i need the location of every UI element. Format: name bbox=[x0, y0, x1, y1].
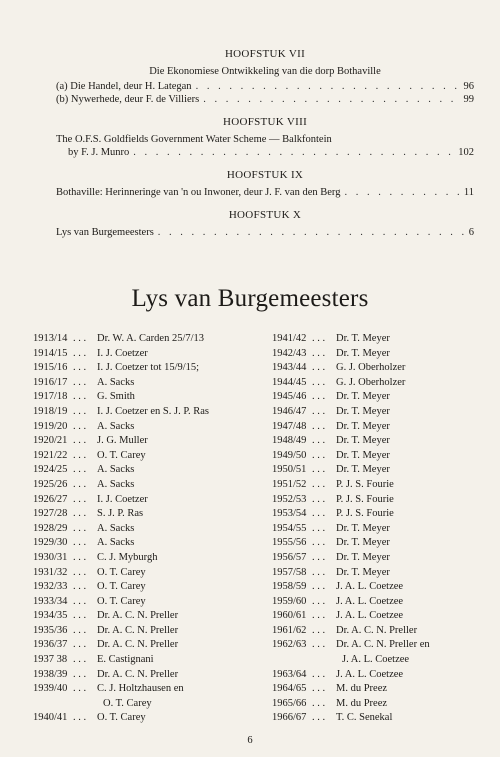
mayor-list-row bbox=[33, 711, 263, 726]
term-years: 1945/46 bbox=[272, 391, 307, 403]
row-separator: . . . bbox=[312, 464, 326, 476]
term-years: 1926/27 bbox=[33, 493, 68, 505]
dot-leader bbox=[196, 80, 460, 93]
row-separator: . . . bbox=[312, 333, 326, 344]
mayor-name: J. A. L. Coetzee bbox=[336, 668, 404, 680]
toc-chapter-9 bbox=[56, 169, 474, 199]
term-years: 1940/41 bbox=[33, 712, 68, 724]
row-separator: . . . bbox=[73, 712, 87, 724]
toc-entry-title: (b) Nywerhede, deur F. de Villiers bbox=[56, 94, 200, 105]
term-years: 1954/55 bbox=[272, 522, 307, 534]
row-separator: . . . bbox=[312, 435, 326, 447]
toc-chapter-10 bbox=[56, 209, 474, 239]
mayor-list-row bbox=[33, 653, 263, 668]
term-years: 1933/34 bbox=[33, 595, 68, 607]
row-separator: . . . bbox=[73, 333, 87, 344]
row-separator: . . . bbox=[73, 566, 87, 578]
mayor-list-row bbox=[33, 522, 263, 537]
term-years: 1959/60 bbox=[272, 595, 307, 607]
term-years: 1931/32 bbox=[33, 566, 68, 578]
term-years: 1913/14 bbox=[33, 333, 68, 344]
mayor-name: Dr. W. A. Carden 25/7/13 bbox=[97, 333, 205, 344]
row-separator: . . . bbox=[73, 347, 87, 359]
toc-entry bbox=[56, 93, 474, 106]
term-years: 1914/15 bbox=[33, 347, 68, 359]
mayor-list-right-column bbox=[272, 332, 492, 726]
mayor-name: Dr. T. Meyer bbox=[336, 420, 390, 432]
term-years: 1936/37 bbox=[33, 639, 68, 651]
dot-leader bbox=[158, 226, 465, 239]
mayor-list-row bbox=[33, 536, 263, 551]
row-separator: . . . bbox=[73, 508, 87, 520]
toc-entry-page: 99 bbox=[463, 94, 474, 105]
mayor-name: O. T. Carey bbox=[97, 712, 146, 724]
row-separator: . . . bbox=[312, 420, 326, 432]
chapter-heading: HOOFSTUK VII bbox=[224, 48, 306, 60]
term-years: 1928/29 bbox=[33, 522, 68, 534]
row-separator: . . . bbox=[312, 391, 326, 403]
mayor-name: O. T. Carey bbox=[103, 697, 152, 709]
row-separator: . . . bbox=[312, 376, 326, 388]
term-years: 1916/17 bbox=[33, 376, 68, 388]
term-years: 1929/30 bbox=[33, 537, 68, 549]
row-separator: . . . bbox=[73, 435, 87, 447]
row-separator: . . . bbox=[312, 639, 326, 651]
row-separator: . . . bbox=[73, 420, 87, 432]
mayor-name: G. Smith bbox=[97, 391, 135, 403]
mayor-name: Dr. T. Meyer bbox=[336, 435, 390, 447]
row-separator: . . . bbox=[73, 581, 87, 593]
mayor-list-row bbox=[272, 376, 492, 391]
mayor-list-row bbox=[272, 332, 492, 347]
mayor-list-row bbox=[33, 449, 263, 464]
term-years: 1955/56 bbox=[272, 537, 307, 549]
mayor-name: O. T. Carey bbox=[97, 449, 146, 461]
mayor-list-row bbox=[33, 507, 263, 522]
toc-entry-title: (a) Die Handel, deur H. Lategan bbox=[56, 81, 192, 92]
row-separator: . . . bbox=[73, 464, 87, 476]
mayor-list-row bbox=[33, 390, 263, 405]
toc-entry-page: 11 bbox=[463, 187, 474, 198]
mayor-name: A. Sacks bbox=[97, 478, 135, 490]
toc-entry bbox=[56, 226, 474, 239]
term-years: 1921/22 bbox=[33, 449, 68, 461]
row-separator: . . . bbox=[73, 624, 87, 636]
mayor-list-row bbox=[272, 434, 492, 449]
dot-leader bbox=[344, 186, 459, 199]
term-years: 1925/26 bbox=[33, 478, 68, 490]
term-years: 1920/21 bbox=[33, 435, 68, 447]
row-separator: . . . bbox=[312, 595, 326, 607]
row-separator: . . . bbox=[73, 391, 87, 403]
mayor-name: P. J. S. Fourie bbox=[336, 478, 394, 490]
mayor-name: Dr. T. Meyer bbox=[336, 347, 390, 359]
mayor-name: Dr. T. Meyer bbox=[336, 333, 390, 344]
mayor-list-row bbox=[272, 566, 492, 581]
chapter-heading: HOOFSTUK IX bbox=[226, 169, 304, 181]
mayor-list-row bbox=[33, 347, 263, 362]
term-years: 1962/63 bbox=[272, 639, 307, 651]
mayor-name: Dr. T. Meyer bbox=[336, 464, 390, 476]
row-separator: . . . bbox=[73, 668, 87, 680]
term-years: 1951/52 bbox=[272, 478, 307, 490]
mayor-list-row bbox=[272, 595, 492, 610]
dot-leader bbox=[203, 93, 459, 106]
mayor-name: O. T. Carey bbox=[97, 581, 146, 593]
mayor-list-row bbox=[33, 463, 263, 478]
mayor-list-row bbox=[272, 697, 492, 712]
mayor-list-row bbox=[272, 609, 492, 624]
mayor-list-row bbox=[33, 376, 263, 391]
row-separator: . . . bbox=[73, 522, 87, 534]
mayor-name: Dr. T. Meyer bbox=[336, 405, 390, 417]
mayor-name: Dr. T. Meyer bbox=[336, 391, 390, 403]
row-separator: . . . bbox=[73, 405, 87, 417]
chapter-heading: HOOFSTUK VIII bbox=[222, 116, 308, 128]
term-years: 1953/54 bbox=[272, 508, 307, 520]
row-separator: . . . bbox=[312, 581, 326, 593]
mayor-name: A. Sacks bbox=[97, 537, 135, 549]
row-separator: . . . bbox=[312, 566, 326, 578]
mayor-list-row bbox=[33, 638, 263, 653]
mayor-list-row bbox=[272, 653, 492, 668]
mayor-name: C. J. Holtzhausen en bbox=[97, 683, 184, 695]
term-years: 1937 38 bbox=[33, 654, 68, 666]
term-years: 1941/42 bbox=[272, 333, 307, 344]
mayor-list-row bbox=[272, 551, 492, 566]
row-separator: . . . bbox=[312, 362, 326, 374]
mayor-name: Dr. T. Meyer bbox=[336, 566, 390, 578]
term-years: 1958/59 bbox=[272, 581, 307, 593]
term-years: 1963/64 bbox=[272, 668, 307, 680]
row-separator: . . . bbox=[73, 654, 87, 666]
term-years: 1930/31 bbox=[33, 551, 68, 563]
row-separator: . . . bbox=[73, 683, 87, 695]
row-separator: . . . bbox=[73, 610, 87, 622]
mayor-list-row bbox=[272, 522, 492, 537]
mayor-list-row bbox=[33, 405, 263, 420]
mayor-list-row bbox=[272, 361, 492, 376]
mayor-list-row bbox=[33, 609, 263, 624]
toc-entry bbox=[56, 186, 474, 199]
term-years: 1964/65 bbox=[272, 683, 307, 695]
mayor-name: C. J. Myburgh bbox=[97, 551, 158, 563]
mayor-name: Dr. T. Meyer bbox=[336, 537, 390, 549]
mayor-list-row bbox=[33, 595, 263, 610]
mayor-name: E. Castignani bbox=[97, 654, 154, 666]
mayor-name: J. A. L. Coetzee bbox=[336, 581, 404, 593]
mayor-list-row bbox=[272, 682, 492, 697]
section-title: Lys van Burgemeesters bbox=[131, 285, 369, 312]
mayor-name: A. Sacks bbox=[97, 420, 135, 432]
term-years: 1918/19 bbox=[33, 405, 68, 417]
term-years: 1947/48 bbox=[272, 420, 307, 432]
page-number: 6 bbox=[247, 735, 253, 746]
term-years: 1943/44 bbox=[272, 362, 307, 374]
mayor-name: Dr. A. C. N. Preller bbox=[97, 610, 179, 622]
mayor-list-row bbox=[272, 420, 492, 435]
mayor-name: I. J. Coetzer bbox=[97, 347, 148, 359]
mayor-list-row bbox=[33, 551, 263, 566]
mayor-list-row bbox=[33, 332, 263, 347]
mayor-name: M. du Preez bbox=[336, 697, 388, 709]
mayor-name: Dr. T. Meyer bbox=[336, 551, 390, 563]
row-separator: . . . bbox=[73, 595, 87, 607]
chapter-subtitle: Die Ekonomiese Ontwikkeling van die dorp Bothaville bbox=[149, 66, 381, 77]
mayor-list-row bbox=[33, 682, 263, 697]
toc-entry-title: Lys van Burgemeesters bbox=[56, 227, 154, 238]
row-separator: . . . bbox=[312, 449, 326, 461]
row-separator: . . . bbox=[312, 537, 326, 549]
mayor-list-row bbox=[33, 668, 263, 683]
mayor-list-row bbox=[272, 580, 492, 595]
row-separator: . . . bbox=[312, 712, 326, 724]
row-separator: . . . bbox=[73, 376, 87, 388]
mayor-name: Dr. T. Meyer bbox=[336, 522, 390, 534]
term-years: 1946/47 bbox=[272, 405, 307, 417]
row-separator: . . . bbox=[73, 551, 87, 563]
mayor-list-row bbox=[272, 668, 492, 683]
mayor-name: G. J. Oberholzer bbox=[336, 376, 406, 388]
toc-entry-title: The O.F.S. Goldfields Government Water Scheme — Balkfontein bbox=[56, 134, 332, 145]
term-years: 1948/49 bbox=[272, 435, 307, 447]
term-years: 1942/43 bbox=[272, 347, 307, 359]
term-years: 1956/57 bbox=[272, 551, 307, 563]
dot-leader bbox=[133, 146, 454, 159]
mayor-list-row bbox=[272, 390, 492, 405]
term-years: 1965/66 bbox=[272, 697, 307, 709]
term-years: 1917/18 bbox=[33, 391, 68, 403]
mayor-list-row bbox=[33, 697, 263, 712]
row-separator: . . . bbox=[312, 683, 326, 695]
mayor-list-row bbox=[33, 361, 263, 376]
term-years: 1944/45 bbox=[272, 376, 307, 388]
toc-entry-page: 96 bbox=[463, 81, 474, 92]
term-years: 1961/62 bbox=[272, 624, 307, 636]
term-years: 1949/50 bbox=[272, 449, 307, 461]
toc-entry bbox=[56, 80, 474, 93]
mayor-list-row bbox=[33, 478, 263, 493]
row-separator: . . . bbox=[73, 478, 87, 490]
mayor-name: O. T. Carey bbox=[97, 595, 146, 607]
toc-entry-page: 6 bbox=[468, 227, 474, 238]
mayor-name: P. J. S. Fourie bbox=[336, 508, 394, 520]
term-years: 1952/53 bbox=[272, 493, 307, 505]
mayor-name: P. J. S. Fourie bbox=[336, 493, 394, 505]
mayor-list-row bbox=[272, 405, 492, 420]
mayor-name: A. Sacks bbox=[97, 522, 135, 534]
mayor-list-row bbox=[272, 347, 492, 362]
toc-entry-page: 102 bbox=[458, 147, 474, 158]
term-years: 1938/39 bbox=[33, 668, 68, 680]
mayor-name: Dr. T. Meyer bbox=[336, 449, 390, 461]
mayor-name: A. Sacks bbox=[97, 376, 135, 388]
term-years: 1934/35 bbox=[33, 610, 68, 622]
mayor-name: O. T. Carey bbox=[97, 566, 146, 578]
term-years: 1924/25 bbox=[33, 464, 68, 476]
mayor-list-row bbox=[272, 507, 492, 522]
term-years: 1957/58 bbox=[272, 566, 307, 578]
mayor-name: J. A. L. Coetzee bbox=[336, 610, 404, 622]
mayor-name: J. A. L. Coetzee bbox=[342, 654, 410, 666]
term-years: 1935/36 bbox=[33, 624, 68, 636]
mayor-list-row bbox=[272, 493, 492, 508]
row-separator: . . . bbox=[312, 508, 326, 520]
mayor-list-row bbox=[33, 580, 263, 595]
toc-chapter-7 bbox=[56, 48, 474, 106]
row-separator: . . . bbox=[73, 362, 87, 374]
toc-entry-title-cont: by F. J. Munro bbox=[68, 147, 130, 158]
mayor-name: J. G. Muller bbox=[97, 435, 148, 447]
mayor-name: Dr. A. C. N. Preller bbox=[97, 639, 179, 651]
table-of-contents bbox=[56, 48, 474, 249]
mayor-list-row bbox=[272, 624, 492, 639]
row-separator: . . . bbox=[312, 551, 326, 563]
mayor-name: Dr. A. C. N. Preller bbox=[336, 624, 418, 636]
term-years: 1915/16 bbox=[33, 362, 68, 374]
toc-entry bbox=[56, 133, 474, 159]
mayor-list-row bbox=[33, 493, 263, 508]
mayor-list-row bbox=[272, 711, 492, 726]
row-separator: . . . bbox=[312, 405, 326, 417]
row-separator: . . . bbox=[312, 347, 326, 359]
row-separator: . . . bbox=[312, 478, 326, 490]
mayor-list-row bbox=[33, 624, 263, 639]
mayor-list-row bbox=[272, 449, 492, 464]
mayor-name: G. J. Oberholzer bbox=[336, 362, 406, 374]
mayor-name: M. du Preez bbox=[336, 683, 388, 695]
mayor-list-row bbox=[272, 536, 492, 551]
mayor-list-row bbox=[33, 434, 263, 449]
mayor-list-row bbox=[272, 463, 492, 478]
mayor-name: I. J. Coetzer en S. J. P. Ras bbox=[97, 405, 209, 417]
row-separator: . . . bbox=[73, 639, 87, 651]
term-years: 1932/33 bbox=[33, 581, 68, 593]
mayor-name: S. J. P. Ras bbox=[97, 508, 144, 520]
mayor-list-row bbox=[272, 638, 492, 653]
toc-chapter-8 bbox=[56, 116, 474, 159]
mayor-name: T. C. Senekal bbox=[336, 712, 393, 724]
mayor-name: Dr. A. C. N. Preller bbox=[97, 624, 179, 636]
row-separator: . . . bbox=[73, 493, 87, 505]
mayor-name: Dr. A. C. N. Preller en bbox=[336, 639, 430, 651]
row-separator: . . . bbox=[73, 537, 87, 549]
mayor-list-left-column bbox=[33, 332, 263, 726]
mayor-name: J. A. L. Coetzee bbox=[336, 595, 404, 607]
row-separator: . . . bbox=[312, 697, 326, 709]
row-separator: . . . bbox=[73, 449, 87, 461]
term-years: 1919/20 bbox=[33, 420, 68, 432]
mayor-name: I. J. Coetzer bbox=[97, 493, 148, 505]
row-separator: . . . bbox=[312, 624, 326, 636]
toc-entry-title: Bothaville: Herinneringe van 'n ou Inwoner, deur J. F. van den Berg bbox=[56, 187, 341, 198]
row-separator: . . . bbox=[312, 522, 326, 534]
term-years: 1927/28 bbox=[33, 508, 68, 520]
term-years: 1950/51 bbox=[272, 464, 307, 476]
mayor-name: A. Sacks bbox=[97, 464, 135, 476]
mayor-list-row bbox=[33, 566, 263, 581]
row-separator: . . . bbox=[312, 493, 326, 505]
mayor-name: I. J. Coetzer tot 15/9/15; bbox=[97, 362, 200, 374]
mayor-list-row bbox=[33, 420, 263, 435]
term-years: 1960/61 bbox=[272, 610, 307, 622]
mayor-list-row bbox=[272, 478, 492, 493]
row-separator: . . . bbox=[312, 610, 326, 622]
term-years: 1966/67 bbox=[272, 712, 307, 724]
mayor-name: Dr. A. C. N. Preller bbox=[97, 668, 179, 680]
chapter-heading: HOOFSTUK X bbox=[228, 209, 302, 221]
term-years: 1939/40 bbox=[33, 683, 68, 695]
row-separator: . . . bbox=[312, 668, 326, 680]
